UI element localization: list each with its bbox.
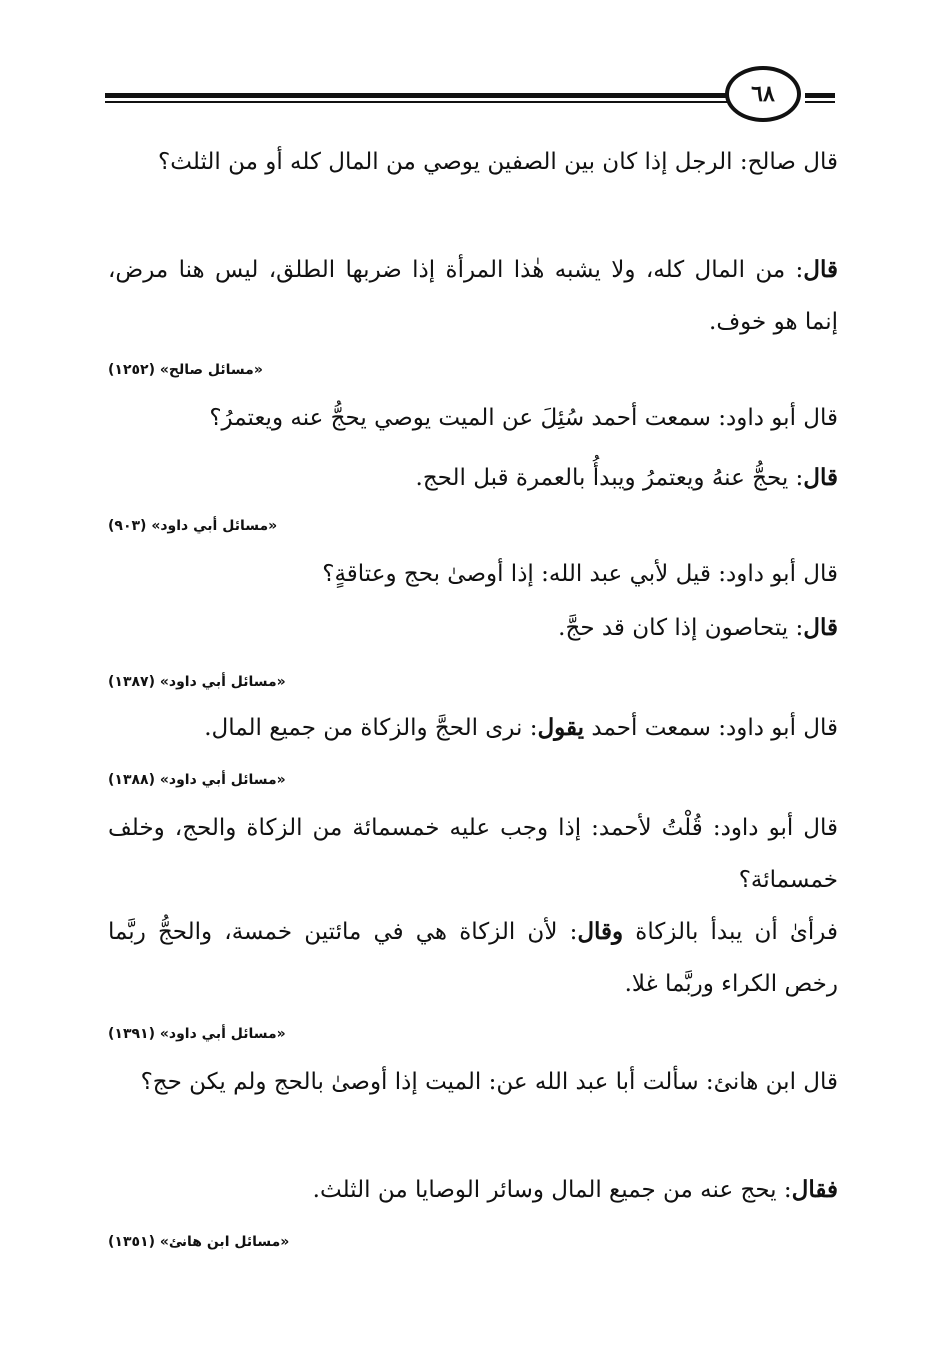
source-citation-3: «مسائل أبي داود» (١٣٨٧) [108, 674, 286, 690]
paragraph-3: قال أبو داود: سمعت أحمد سُئِلَ عن الميت يوصي يحجُّ عنه ويعتمرُ؟ [209, 405, 838, 431]
header-rule-thin-right [805, 101, 835, 103]
header-rule-thick [105, 93, 727, 98]
paragraph-2-text: : من المال كله، ولا يشبه هٰذا المرأة إذا ضربها الطلق، ليس هنا مرض، إنما هو خوف. [108, 257, 838, 335]
source-citation-2: «مسائل أبي داود» (٩٠٣) [108, 518, 278, 534]
paragraph-10: قال ابن هانئ: سألت أبا عبد الله عن: الميت إذا أوصىٰ بالحج ولم يكن حج؟ [140, 1069, 838, 1095]
paragraph-7 [108, 702, 838, 754]
paragraph-9-text-b: : لأن الزكاة هي في مائتين خمسة، والحجُّ ربَّما رخص الكراء وربَّما غلا. [108, 919, 838, 997]
paragraph-4-label: قال [803, 464, 838, 491]
header-rule-thick-right [805, 93, 835, 98]
page-number: ٦٨ [751, 81, 775, 107]
paragraph-9 [108, 906, 838, 1010]
paragraph-1: قال صالح: الرجل إذا كان بين الصفين يوصي من المال كله أو من الثلث؟ [158, 149, 838, 175]
header-rule-thin [105, 101, 727, 103]
paragraph-8: قال أبو داود: قُلْتُ لأحمد: إذا وجب عليه خمسمائة من الزكاة والحج، وخلف خمسمائة؟ [108, 815, 838, 893]
source-citation-1: «مسائل صالح» (١٢٥٢) [108, 362, 263, 378]
paragraph-6-text: : يتحاصون إذا كان قد حجَّ. [558, 615, 804, 641]
page-header [105, 66, 840, 126]
paragraph-11-text: : يحج عنه من جميع المال وسائر الوصايا من الثلث. [312, 1177, 792, 1203]
page-number-badge [725, 66, 801, 122]
paragraph-5: قال أبو داود: قيل لأبي عبد الله: إذا أوصىٰ بحج وعتاقةٍ؟ [322, 561, 838, 587]
paragraph-7-bold: يقول [537, 714, 585, 741]
paragraph-6 [108, 602, 878, 654]
source-citation-6: «مسائل ابن هانئ» (١٣٥١) [108, 1234, 290, 1250]
paragraph-4-text: : يحجُّ عنهُ ويعتمرُ ويبدأُ بالعمرة قبل الحج. [415, 465, 804, 491]
paragraph-11-label: فقال [791, 1176, 838, 1203]
paragraph-9-bold: وقال [577, 918, 624, 945]
paragraph-2 [108, 244, 838, 348]
paragraph-9-text-a: فرأىٰ أن يبدأ بالزكاة [623, 919, 838, 945]
paragraph-11 [108, 1164, 878, 1216]
paragraph-4 [108, 452, 838, 504]
source-citation-4: «مسائل أبي داود» (١٣٨٨) [108, 772, 286, 788]
paragraph-2-label: قال [803, 256, 838, 283]
paragraph-7-text-b: : نرى الحجَّ والزكاة من جميع المال. [204, 715, 538, 741]
source-citation-5: «مسائل أبي داود» (١٣٩١) [108, 1026, 286, 1042]
paragraph-7-text-a: قال أبو داود: سمعت أحمد [584, 715, 838, 741]
paragraph-6-label: قال [803, 614, 838, 641]
